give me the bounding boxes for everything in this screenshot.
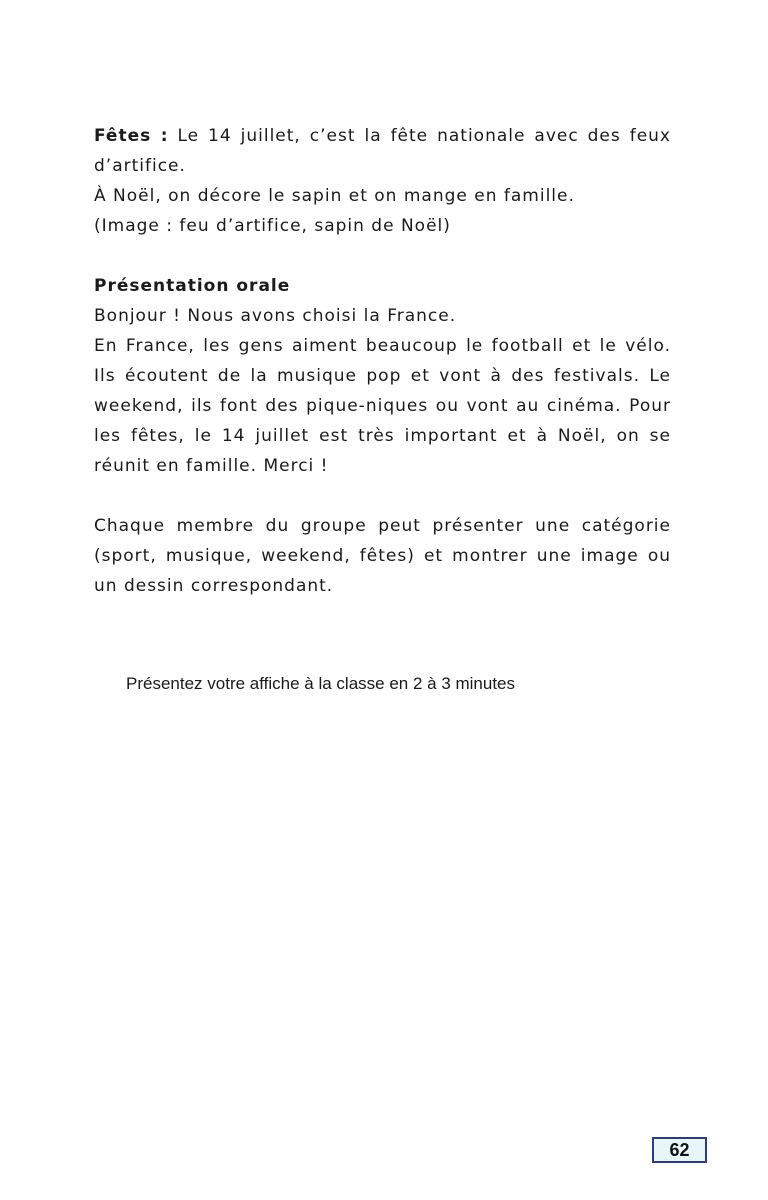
presentation-line-1: Bonjour ! Nous avons choisi la France. <box>94 306 457 326</box>
presentation-heading: Présentation orale <box>94 276 291 296</box>
fetes-label: Fêtes : <box>94 126 169 146</box>
fetes-line-1: Le 14 juillet, c’est la fête nationale avec des feux d’artifice. <box>94 126 671 176</box>
spacer <box>94 481 671 511</box>
fetes-paragraph <box>94 121 671 181</box>
fetes-line-2: À Noël, on décore le sapin et on mange en famille. <box>94 186 575 206</box>
fetes-line-3: (Image : feu d’artifice, sapin de Noël) <box>94 216 451 236</box>
spacer <box>94 241 671 271</box>
page-number: 62 <box>652 1137 707 1163</box>
main-text <box>94 121 671 601</box>
presentation-paragraph: En France, les gens aiment beaucoup le football et le vélo. Ils écoutent de la musique pop et vont à des festivals. Le weekend, ils font des pique-niques ou vont au cinéma. Pour les fêtes, le 14 juillet est très important et à Noël, on se réunit en famille. Merci ! <box>94 336 671 476</box>
presentation-note: Présentez votre affiche à la classe en 2 à 3 minutes <box>126 674 516 693</box>
instruction-paragraph: Chaque membre du groupe peut présenter une catégorie (sport, musique, weekend, fêtes) et montrer une image ou un dessin correspondant. <box>94 516 671 596</box>
